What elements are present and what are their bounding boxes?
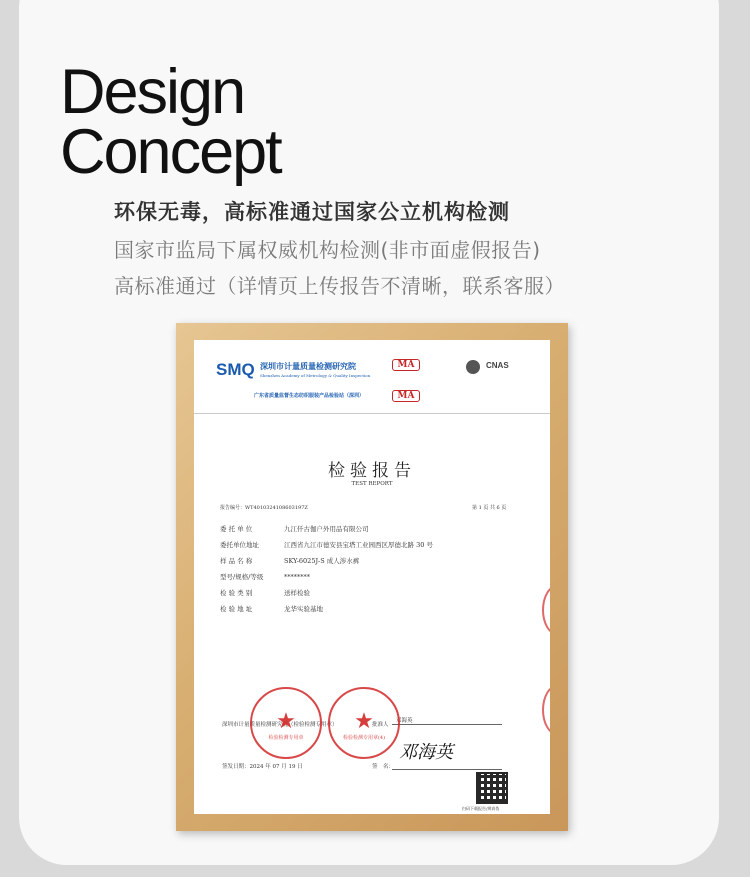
row-key: 委托单位地址 xyxy=(220,541,259,549)
ilac-mra-icon xyxy=(466,360,480,374)
row-value: 送样检验 xyxy=(284,589,310,597)
row-value: 九江仟古伽户外用品有限公司 xyxy=(284,525,369,533)
report-title: 检验报告 xyxy=(328,461,416,481)
report-row xyxy=(220,572,310,581)
official-stamp-icon: ★ 检验检测专用章(4) xyxy=(328,687,400,759)
stamp-caption: 深圳市计量质量检测研究院（检验检测专用章） xyxy=(222,722,338,728)
report-row xyxy=(220,524,369,533)
qr-caption: 扫码下载报告/辨真伪 xyxy=(462,806,500,811)
subtitle-tertiary: 高标准通过（详情页上传报告不清晰，联系客服） xyxy=(114,274,565,298)
institute-station-name: 广东省质量监督生态纺织服装产品检验站（深圳） xyxy=(254,393,365,399)
report-number: 报告编号：WT4010324108603197Z xyxy=(220,505,308,511)
test-report-certificate xyxy=(194,340,550,814)
row-key: 样 品 名 称 xyxy=(220,557,253,565)
title-line-2: Concept xyxy=(60,117,281,187)
report-row xyxy=(220,588,310,597)
signer-label: 签 名： xyxy=(372,764,395,770)
certificate-header xyxy=(194,340,550,414)
cnas-mark: CNAS xyxy=(486,361,509,370)
subtitle-secondary: 国家市监局下属权威机构检测(非市面虚假报告) xyxy=(114,238,541,262)
subtitle-primary: 环保无毒，高标准通过国家公立机构检测 xyxy=(114,200,510,224)
stamp-label: 检验检测专用章 xyxy=(268,735,304,741)
report-row xyxy=(220,604,323,613)
institute-name-cn: 深圳市计量质量检测研究院 xyxy=(260,361,356,371)
smq-logo: SMQ xyxy=(216,360,255,379)
approver-name: 邓海英 xyxy=(392,716,502,725)
row-key: 检 验 类 别 xyxy=(220,589,253,597)
row-value: 江西省九江市德安县宝塔工业园西区厚德北路 30 号 xyxy=(284,541,433,549)
report-page: 第 1 页 共 6 页 xyxy=(472,505,507,511)
page-title xyxy=(60,57,281,187)
issue-date: 签发日期：2024 年 07 月 19 日 xyxy=(222,764,303,770)
row-value: SKY-6025J-S 成人涉水裤 xyxy=(284,557,360,565)
report-row xyxy=(220,540,433,549)
cma-mark-icon: MA xyxy=(392,390,420,402)
cma-mark-icon: MA xyxy=(392,359,420,371)
official-stamp-icon: ★ 检验检测专用章 xyxy=(250,687,322,759)
qr-code-icon xyxy=(476,772,508,804)
row-value: 龙华实验基地 xyxy=(284,605,323,613)
row-key: 委 托 单 位 xyxy=(220,525,253,533)
edge-stamp-icon xyxy=(542,585,550,635)
title-line-1: Design xyxy=(60,57,245,127)
certificate-frame xyxy=(176,323,568,831)
report-row xyxy=(220,556,359,565)
row-key: 型号/规格/等级 xyxy=(220,573,264,581)
stamp-label: 检验检测专用章(4) xyxy=(342,735,386,741)
approver-label: 批准人 xyxy=(372,722,389,728)
row-value: ******** xyxy=(284,573,310,581)
handwritten-signature: 邓海英 xyxy=(399,742,453,763)
edge-stamp-icon xyxy=(542,685,550,735)
row-key: 检 验 地 址 xyxy=(220,605,253,613)
report-subtitle: TEST REPORT xyxy=(351,481,393,487)
institute-name-en: Shenzhen Academy of Metrology & Quality Inspection xyxy=(260,373,371,378)
